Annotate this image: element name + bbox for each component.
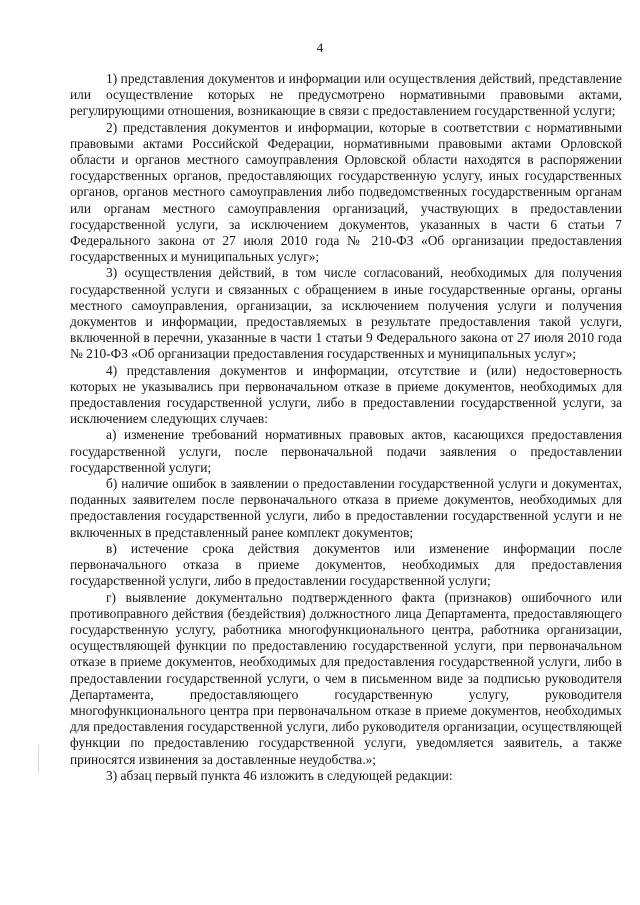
paragraph-subitem-a: а) изменение требований нормативных правовых актов, касающихся предоставления государственной услуги, после первоначальной подачи заявления о предоставлении государственной услуги; <box>70 427 622 475</box>
document-body <box>70 71 622 784</box>
paragraph-amendment: 3) абзац первый пункта 46 изложить в следующей редакции: <box>106 767 453 783</box>
paragraph-item-1: 1) представления документов и информации или осуществления действий, представление или осуществление которых не предусмотрено нормативными правовыми актами, регулирующими отношения, возникающие в связи с предоставлением государственной услуги; <box>70 71 622 119</box>
paragraph-item-2: 2) представления документов и информации, которые в соответствии с нормативными правовыми актами Российской Федерации, нормативными правовыми актами Орловской области и органов местного самоуправления Орловской области находятся в распоряжении государственных органов, предоставляющих государственную услугу, иных государственных органов, органов местного самоуправления либо подведомственных государственным органам или органам местного самоуправления организаций, участвующих в предоставлении государственной услуги, за исключением документов, указанных в части 6 статьи 7 Федерального закона от 27 июля 2010 года № 210-ФЗ «Об организации предоставления государственных и муниципальных услуг»; <box>70 119 622 265</box>
margin-mark <box>38 745 39 773</box>
paragraph-item-4: 4) представления документов и информации, отсутствие и (или) недостоверность которых не указывались при первоначальном отказе в приеме документов, необходимых для предоставления государственной услуги, либо в предоставлении государственной услуги, за исключением следующих случаев: <box>70 362 622 427</box>
paragraph-subitem-g: г) выявление документально подтвержденного факта (признаков) ошибочного или противоправного действия (бездействия) должностного лица Департамента, предоставляющего государственную услугу, работника многофункционального центра, работника организации, осуществляющей функции по предоставлению государственной услуги, при первоначальном отказе в приеме документов, необходимых для предоставления государственной услуги, либо в предоставлении государственной услуги, о чем в письменном виде за подписью руководителя Департамента, предоставляющего государственную услугу, руководителя многофункционального центра при первоначальном отказе в приеме документов, необходимых для предоставления государственной услуги, либо руководителя организации, осуществляющей функции по предоставлению государственной услуги, уведомляется заявитель, а также приносятся извинения за доставленные неудобства.»; <box>70 589 622 767</box>
paragraph-subitem-b: б) наличие ошибок в заявлении о предоставлении государственной услуги и документах, поданных заявителем после первоначального отказа в приеме документов, необходимых для предоставления государственной услуги, либо в предоставлении государственной услуги и не включенных в представленный ранее комплект документов; <box>70 476 622 540</box>
page-number: 4 <box>316 40 324 55</box>
paragraph-item-3: 3) осуществления действий, в том числе согласований, необходимых для получения государственной услуги и связанных с обращением в иные государственные органы, органы местного самоуправления, организации, за исключением получения услуги и получения документов и информации, предоставляемых в результате предоставления такой услуги, включенной в перечни, указанные в части 1 статьи 9 Федерального закона от 27 июля 2010 года № 210-ФЗ «Об организации предоставления государственных и муниципальных услуг»; <box>70 265 622 362</box>
paragraph-subitem-v: в) истечение срока действия документов или изменение информации после первоначального отказа в приеме документов, необходимых для предоставления государственной услуги, либо в предоставлении государственной услуги; <box>70 540 622 589</box>
